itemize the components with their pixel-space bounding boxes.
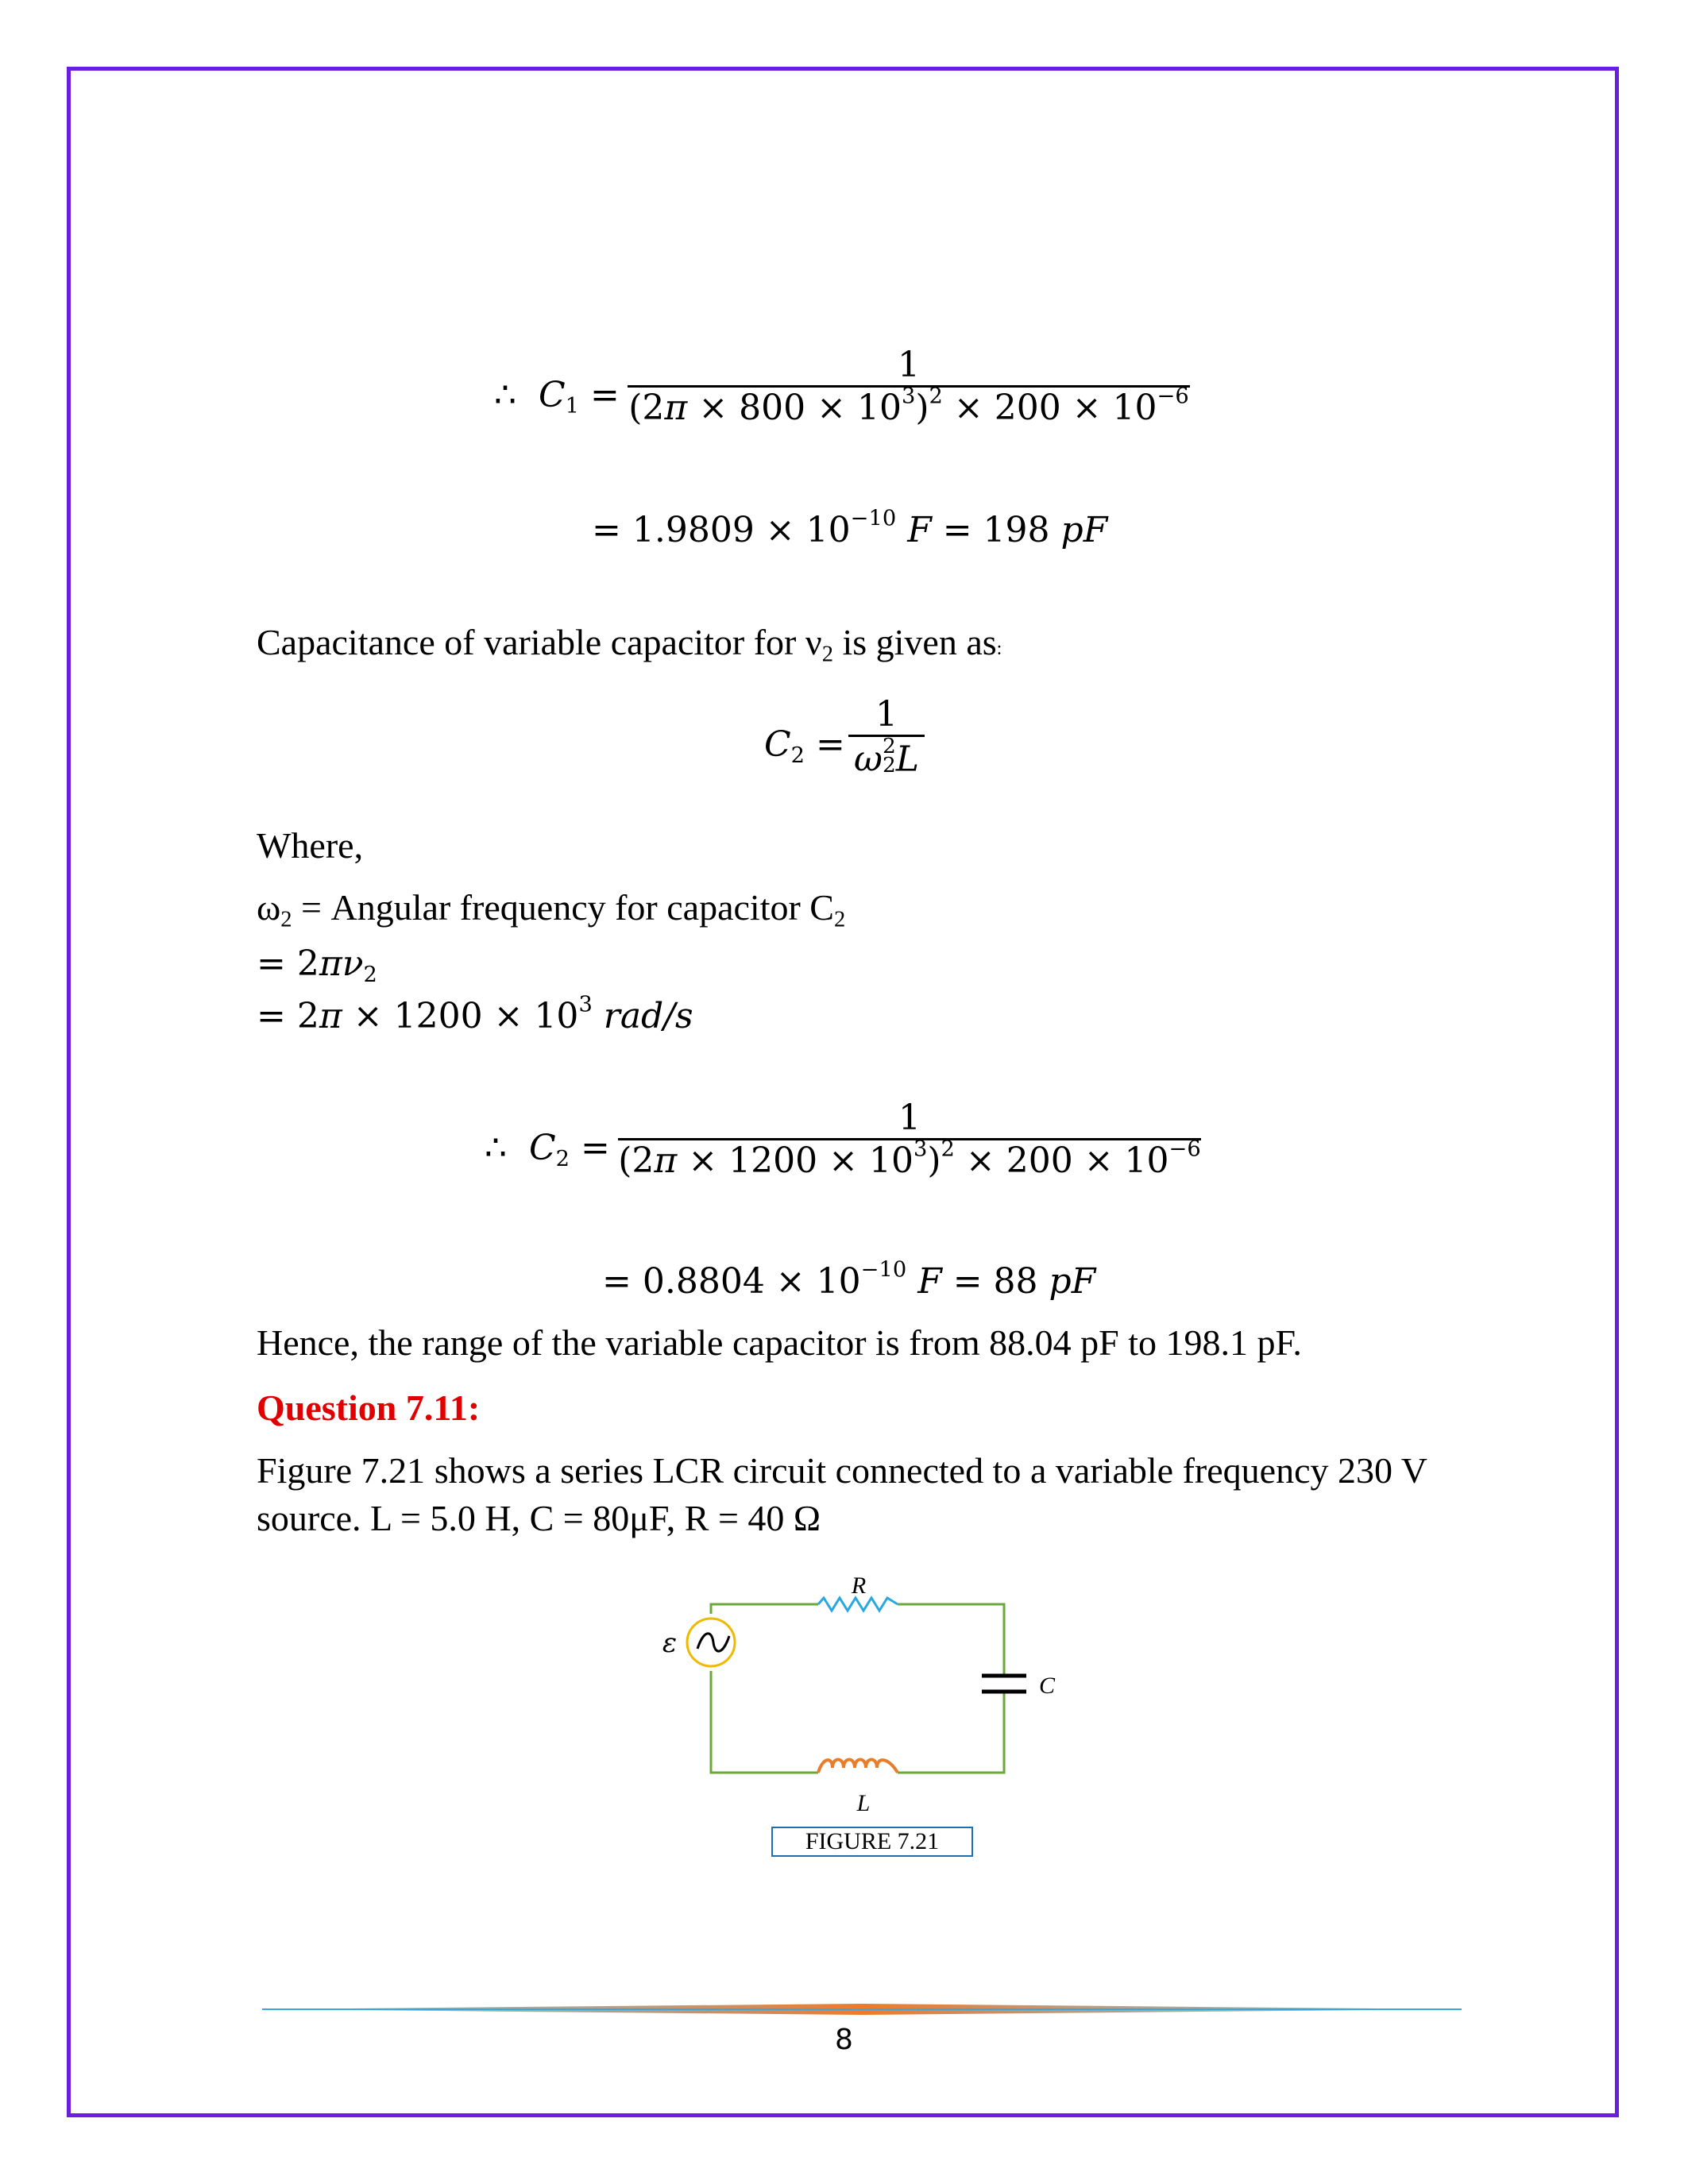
figure-caption: FIGURE 7.21 (771, 1827, 973, 1857)
resistor-symbol (818, 1598, 898, 1611)
eq-c2-formula-fraction (848, 694, 925, 779)
eq-c2-fraction (618, 1098, 1201, 1181)
label-r: R (851, 1572, 867, 1599)
label-emf: ε (662, 1627, 678, 1659)
inductor-symbol (818, 1760, 898, 1773)
eq-c1-fraction (628, 345, 1190, 428)
text-capacitance: Capacitance of variable capacitor for $\nu_2$ is given as: (257, 622, 1002, 667)
lcr-circuit-diagram (635, 1557, 1080, 1827)
eq-two-pi-nu: = $2\pi\nu_2$ (257, 943, 377, 988)
text-where: Where, (257, 825, 364, 866)
label-l: L (856, 1790, 871, 1816)
eq-c2-lhs: ∴ $C_2$ = (485, 1128, 610, 1172)
eq-c2-formula-denominator: ω 2 2 L (854, 734, 919, 780)
eq-two-pi-value: = $2\pi \times 1200 \times 10^3$ rad/s (257, 992, 693, 1036)
page-number: 8 (835, 2024, 853, 2056)
eq-c1-result: = $1.9809 \times 10^{-10}$ F = 198 pF (592, 506, 1108, 550)
eq-c2-denominator: $(2\pi \times 1200 \times 10^3)^2 \times 200 \times 10^{-6}$ (618, 1136, 1201, 1181)
circuit-wires (711, 1604, 1004, 1773)
label-c: C (1038, 1673, 1056, 1699)
footer-divider (262, 2001, 1462, 2017)
eq-c1-denominator: $(2\pi \times 800 \times 10^3)^2 \times 200 \times 10^{-6}$ (628, 384, 1189, 428)
text-omega-definition: $\omega_2$ = Angular frequency for capacitor $C_2$ (257, 887, 846, 932)
eq-c1-lhs: ∴ $C_1$ = (494, 375, 620, 419)
eq-c2-numerator: 1 (898, 1098, 921, 1138)
eq-c2-formula-numerator: 1 (875, 694, 898, 735)
ac-source-symbol (687, 1619, 735, 1666)
text-range: Hence, the range of the variable capacitor is from 88.04 pF to 198.1 pF. (257, 1322, 1302, 1363)
eq-c2-result: = $0.8804 \times 10^{-10}$ F = 88 pF (602, 1257, 1096, 1302)
eq-c2-formula-lhs: $C_2$ = (764, 724, 845, 769)
eq-c1-numerator: 1 (898, 345, 920, 385)
question-body: Figure 7.21 shows a series LCR circuit connected to a variable frequency 230 V source. L = 5.0 H, C = 80μF, R = 40 Ω (257, 1450, 1427, 1538)
capacitor-symbol (982, 1676, 1026, 1692)
question-title: Question 7.11: (257, 1387, 481, 1428)
